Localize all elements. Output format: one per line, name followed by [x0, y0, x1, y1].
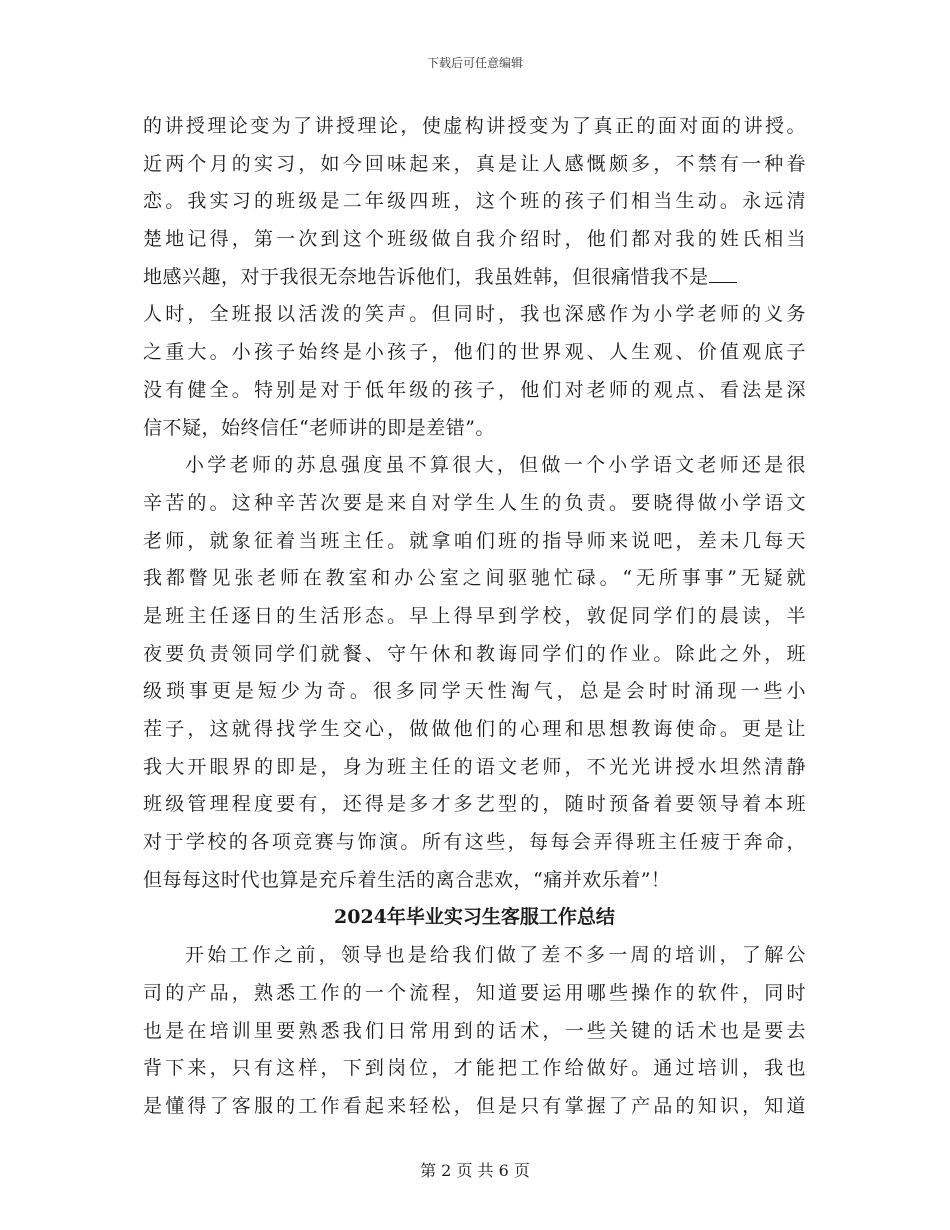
- text-line-content: 地感兴趣，对于我很无奈地告诉他们，我虽姓韩，但很痛惜我不是: [143, 265, 709, 288]
- text-line: 我大开眼界的即是，身为班主任的语文老师，不光光讲授水坦然清静: [143, 755, 806, 778]
- text-line: [143, 259, 806, 297]
- document-body: [143, 108, 806, 1126]
- text-line: 小学老师的苏息强度虽不算很大，但做一个小学语文老师还是很: [185, 454, 806, 477]
- text-line: 辛苦的。这种辛苦次要是来自对学生人生的负责。要晓得做小学语文: [143, 491, 806, 514]
- text-line: 背下来，只有这样，下到岗位，才能把工作给做好。通过培训，我也: [143, 1057, 806, 1080]
- blank-underline: [709, 268, 737, 283]
- text-line: 是懂得了客服的工作看起来轻松，但是只有掌握了产品的知识，知道: [143, 1094, 806, 1117]
- text-line: 夜要负责领同学们就餐、守午休和教诲同学们的作业。除此之外，班: [143, 642, 806, 665]
- text-line: 的讲授理论变为了讲授理论，使虚构讲授变为了真正的面对面的讲授。: [143, 115, 806, 137]
- page-header-note: 下载后可任意编辑: [426, 56, 523, 70]
- page-footer: 第 2 页 共 6 页: [420, 1161, 530, 1180]
- text-line: 近两个月的实习，如今回味起来，真是让人感慨颇多，不禁有一种眷: [143, 152, 806, 175]
- text-line: 对于学校的各项竞赛与饰演。所有这些，每每会弄得班主任疲于奔命，: [143, 831, 806, 854]
- text-line: 老师，就象征着当班主任。就拿咱们班的指导师来说吧，差未几每天: [143, 529, 806, 552]
- text-line: 信不疑，始终信任“老师讲的即是差错”。: [143, 416, 495, 439]
- text-line: 恋。我实习的班级是二年级四班，这个班的孩子们相当生动。永远清: [143, 190, 806, 213]
- text-line: 人时，全班报以活泼的笑声。但同时，我也深感作为小学老师的义务: [143, 303, 806, 326]
- text-line: 司的产品，熟悉工作的一个流程，知道要运用哪些操作的软件，同时: [143, 981, 806, 1004]
- text-line: 我都瞥见张老师在教室和办公室之间驱驰忙碌。“无所事事”无疑就: [143, 567, 806, 590]
- text-line: 是班主任逐日的生活形态。早上得早到学校，敦促同学们的晨读，半: [143, 604, 806, 627]
- text-line: 但每每这时代也算是充斥着生活的离合悲欢，“痛并欢乐着”！: [143, 868, 671, 891]
- text-line: 班级管理程度要有，还得是多才多艺型的，随时预备着要领导着本班: [143, 793, 806, 816]
- text-line: 开始工作之前，领导也是给我们做了差不多一周的培训，了解公: [185, 944, 806, 967]
- text-line: 楚地记得，第一次到这个班级做自我介绍时，他们都对我的姓氏相当: [143, 228, 806, 251]
- text-line: 没有健全。特别是对于低年级的孩子，他们对老师的观点、看法是深: [143, 378, 806, 401]
- text-line: 也是在培训里要熟悉我们日常用到的话术，一些关键的话术也是要去: [143, 1019, 806, 1042]
- section-title: 2024年毕业实习生客服工作总结: [334, 906, 615, 929]
- text-line: 之重大。小孩子始终是小孩子，他们的世界观、人生观、价值观底子: [143, 341, 806, 364]
- text-line: 茬子，这就得找学生交心，做做他们的心理和思想教诲使命。更是让: [143, 718, 806, 740]
- text-line: 级琐事更是短少为奇。很多同学天性淘气，总是会时时涌现一些小: [143, 680, 806, 703]
